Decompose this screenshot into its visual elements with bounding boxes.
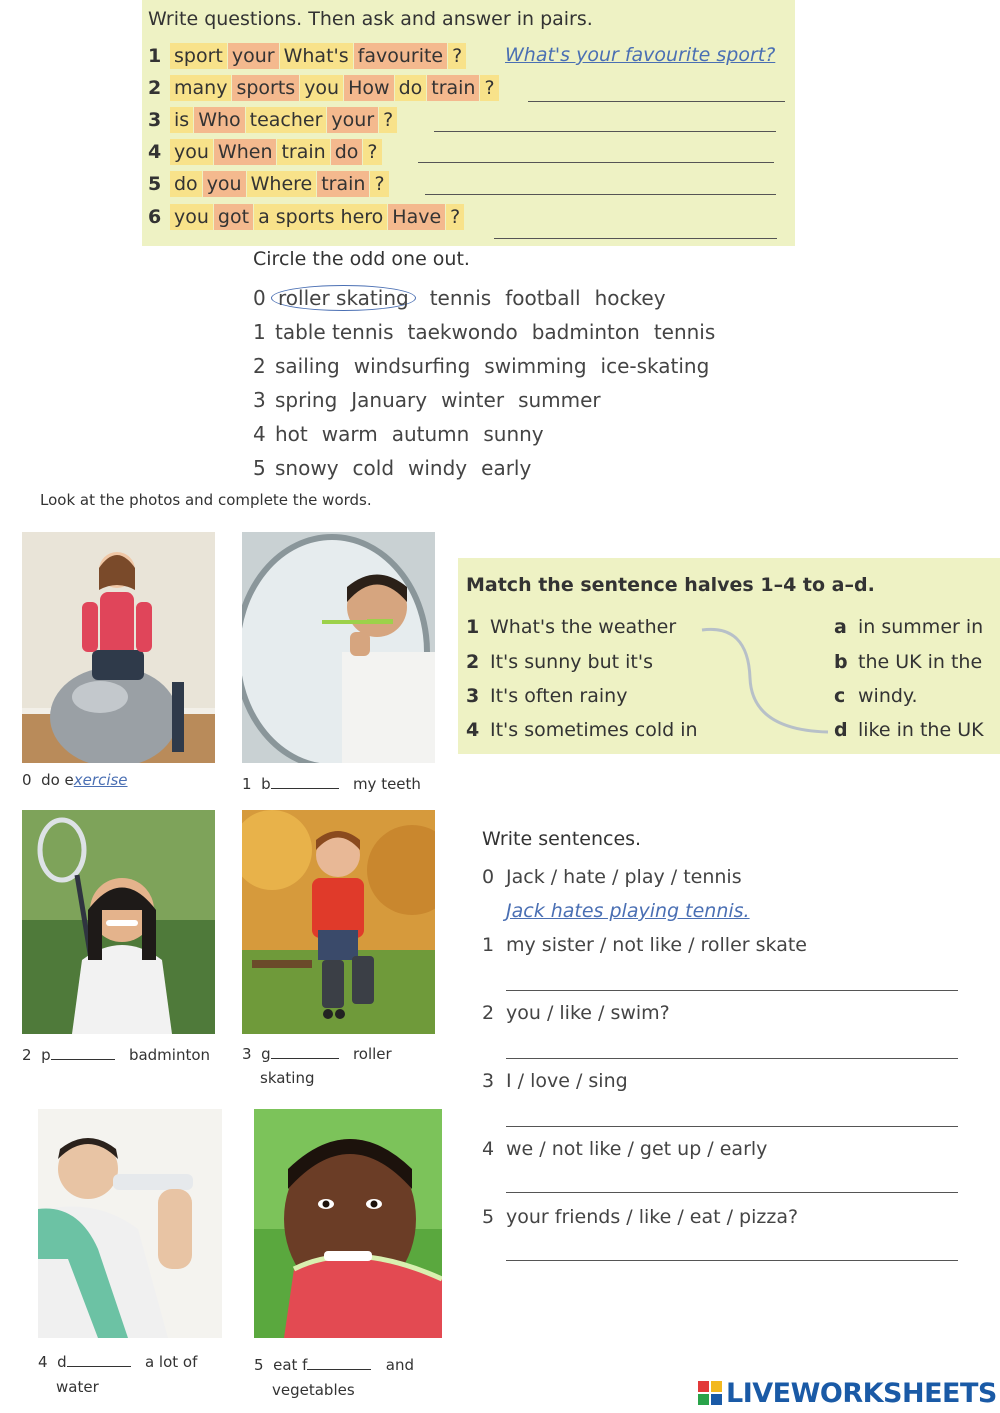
word-chip[interactable]: What's — [280, 43, 353, 69]
word-chip[interactable]: you — [300, 75, 343, 101]
word-chip[interactable]: is — [170, 107, 193, 133]
word-chip[interactable]: ? — [363, 139, 381, 165]
word-chip[interactable]: When — [214, 139, 277, 165]
word-chip[interactable]: you — [203, 171, 246, 197]
option[interactable]: tennis — [429, 286, 492, 310]
sentence-row-1: 1 my sister / not like / roller skate — [482, 934, 807, 956]
exercise-title: Look at the photos and complete the words. — [40, 491, 372, 509]
word-chip[interactable]: ? — [379, 107, 397, 133]
word-chip[interactable]: many — [170, 75, 231, 101]
question-row-3: 3 is Who teacher your ? — [148, 106, 398, 134]
photo-brushing-teeth — [242, 532, 435, 763]
answer-line-3[interactable] — [434, 131, 776, 132]
word-chip[interactable]: ? — [448, 43, 466, 69]
option[interactable]: tennis — [653, 320, 716, 344]
answer-gap[interactable] — [51, 1046, 115, 1060]
option[interactable]: ice-skating — [600, 354, 710, 378]
word-chip[interactable]: Where — [247, 171, 317, 197]
option[interactable]: spring — [275, 388, 338, 412]
option[interactable]: swimming — [484, 354, 587, 378]
word-chip[interactable]: you — [170, 204, 213, 230]
question-row-1: 1 sport your What's favourite ? — [148, 42, 467, 70]
photo-badminton — [22, 810, 215, 1034]
option[interactable]: windsurfing — [353, 354, 471, 378]
odd-row-1: 1 table tennis taekwondo badminton tennis — [253, 320, 716, 344]
answer-line-4[interactable] — [418, 162, 774, 163]
logo-mark-icon — [698, 1381, 722, 1405]
question-row-5: 5 do you Where train ? — [148, 170, 390, 198]
word-chip[interactable]: train — [427, 75, 479, 101]
sentence-row-3: 3 I / love / sing — [482, 1070, 628, 1092]
answer-gap[interactable] — [271, 1045, 339, 1059]
word-chip[interactable]: you — [170, 139, 213, 165]
caption-5: 5 eat f and — [254, 1356, 414, 1374]
exercise-match-halves — [458, 558, 1000, 754]
option[interactable]: sailing — [275, 354, 340, 378]
left-half-4[interactable]: 4 It's sometimes cold in — [466, 719, 698, 741]
caption-3-line2: skating — [260, 1069, 315, 1087]
caption-1: 1 b my teeth — [242, 775, 421, 793]
sentence-row-2: 2 you / like / swim? — [482, 1002, 670, 1024]
caption-0: 0 do exercise — [22, 771, 128, 789]
odd-row-4: 4 hot warm autumn sunny — [253, 422, 544, 446]
caption-4: 4 d a lot of — [38, 1353, 198, 1371]
left-half-3[interactable]: 3 It's often rainy — [466, 685, 628, 707]
word-chip[interactable]: your — [327, 107, 378, 133]
example-answer: What's your favourite sport? — [505, 44, 776, 66]
exercise-write-sentences — [482, 820, 962, 1280]
odd-row-3: 3 spring January winter summer — [253, 388, 601, 412]
answer-line-3[interactable] — [506, 1126, 958, 1127]
answer-gap[interactable] — [67, 1353, 131, 1367]
exercise-title: Match the sentence halves 1–4 to a–d. — [466, 574, 875, 596]
filled-answer: xercise — [73, 771, 128, 789]
word-chip[interactable]: do — [170, 171, 202, 197]
word-chip[interactable]: ? — [480, 75, 498, 101]
sentence-row-4: 4 we / not like / get up / early — [482, 1138, 768, 1160]
option[interactable]: sunny — [483, 422, 544, 446]
word-chip[interactable]: your — [228, 43, 279, 69]
photo-exercise-ball — [22, 532, 215, 763]
exercise-odd-one-out — [253, 244, 773, 484]
exercise-title: Circle the odd one out. — [253, 248, 470, 270]
right-half-b[interactable]: b the UK in the — [834, 651, 983, 673]
word-chip[interactable]: Have — [388, 204, 445, 230]
odd-row-0: 0 roller skating tennis football hockey — [253, 286, 666, 310]
answer-gap[interactable] — [271, 775, 339, 789]
word-chip[interactable]: train — [277, 139, 329, 165]
answer-line-4[interactable] — [506, 1192, 958, 1193]
question-row-4: 4 you When train do ? — [148, 138, 383, 166]
option[interactable]: hot — [275, 422, 308, 446]
word-chip[interactable]: got — [214, 204, 253, 230]
word-chip[interactable]: sports — [232, 75, 299, 101]
option[interactable]: early — [481, 456, 532, 480]
caption-4-line2: water — [56, 1378, 99, 1396]
word-chip[interactable]: do — [331, 139, 363, 165]
option[interactable]: cold — [352, 456, 395, 480]
caption-2: 2 p badminton — [22, 1046, 211, 1064]
word-chip[interactable]: teacher — [246, 107, 327, 133]
option[interactable]: January — [351, 388, 428, 412]
exercise-write-questions — [142, 0, 795, 246]
answer-line-2[interactable] — [528, 101, 785, 102]
question-row-6: 6 you got a sports hero Have ? — [148, 203, 465, 231]
option[interactable]: badminton — [531, 320, 640, 344]
option[interactable]: windy — [408, 456, 468, 480]
option[interactable]: winter — [441, 388, 505, 412]
caption-5-line2: vegetables — [272, 1381, 355, 1399]
option[interactable]: football — [505, 286, 581, 310]
photo-drinking-water — [38, 1109, 222, 1338]
answer-line-5[interactable] — [506, 1260, 958, 1261]
right-half-d[interactable]: d like in the UK — [834, 719, 984, 741]
sentence-row-5: 5 your friends / like / eat / pizza? — [482, 1206, 799, 1228]
caption-3: 3 g roller — [242, 1045, 392, 1063]
sentence-row-0: 0 Jack / hate / play / tennis — [482, 866, 742, 888]
word-chip[interactable]: train — [317, 171, 369, 197]
exercise-photos-complete-words — [12, 487, 444, 1409]
circled-answer[interactable]: roller skating — [271, 285, 416, 311]
word-chip[interactable]: How — [344, 75, 393, 101]
answer-line-5[interactable] — [425, 194, 776, 195]
word-chip[interactable]: ? — [446, 204, 464, 230]
option[interactable]: hockey — [594, 286, 666, 310]
word-chip[interactable]: do — [395, 75, 427, 101]
example-answer: Jack hates playing tennis. — [506, 900, 750, 922]
left-half-1[interactable]: 1 What's the weather — [466, 616, 677, 638]
exercise-title: Write sentences. — [482, 828, 642, 850]
option[interactable]: table tennis — [275, 320, 394, 344]
left-half-2[interactable]: 2 It's sunny but it's — [466, 651, 653, 673]
option[interactable]: warm — [321, 422, 378, 446]
exercise-title: Write questions. Then ask and answer in pairs. — [148, 8, 593, 30]
option[interactable]: summer — [518, 388, 601, 412]
word-chip[interactable]: favourite — [354, 43, 447, 69]
word-chip[interactable]: sport — [170, 43, 227, 69]
word-chip[interactable]: a sports hero — [254, 204, 387, 230]
answer-gap[interactable] — [307, 1356, 371, 1370]
right-half-c[interactable]: c windy. — [834, 685, 918, 707]
option[interactable]: taekwondo — [407, 320, 518, 344]
word-chip[interactable]: Who — [194, 107, 244, 133]
word-chip[interactable]: ? — [370, 171, 388, 197]
option[interactable]: snowy — [275, 456, 339, 480]
answer-line-1[interactable] — [506, 990, 958, 991]
answer-line-2[interactable] — [506, 1058, 958, 1059]
odd-row-5: 5 snowy cold windy early — [253, 456, 532, 480]
liveworksheets-logo: LIVEWORKSHEETS — [698, 1376, 997, 1410]
photo-roller-skating — [242, 810, 435, 1034]
photo-eating-watermelon — [254, 1109, 442, 1338]
answer-line-6[interactable] — [494, 238, 777, 239]
odd-row-2: 2 sailing windsurfing swimming ice-skating — [253, 354, 710, 378]
right-half-a[interactable]: a in summer in — [834, 616, 984, 638]
option[interactable]: autumn — [391, 422, 470, 446]
question-row-2: 2 many sports you How do train ? — [148, 74, 500, 102]
